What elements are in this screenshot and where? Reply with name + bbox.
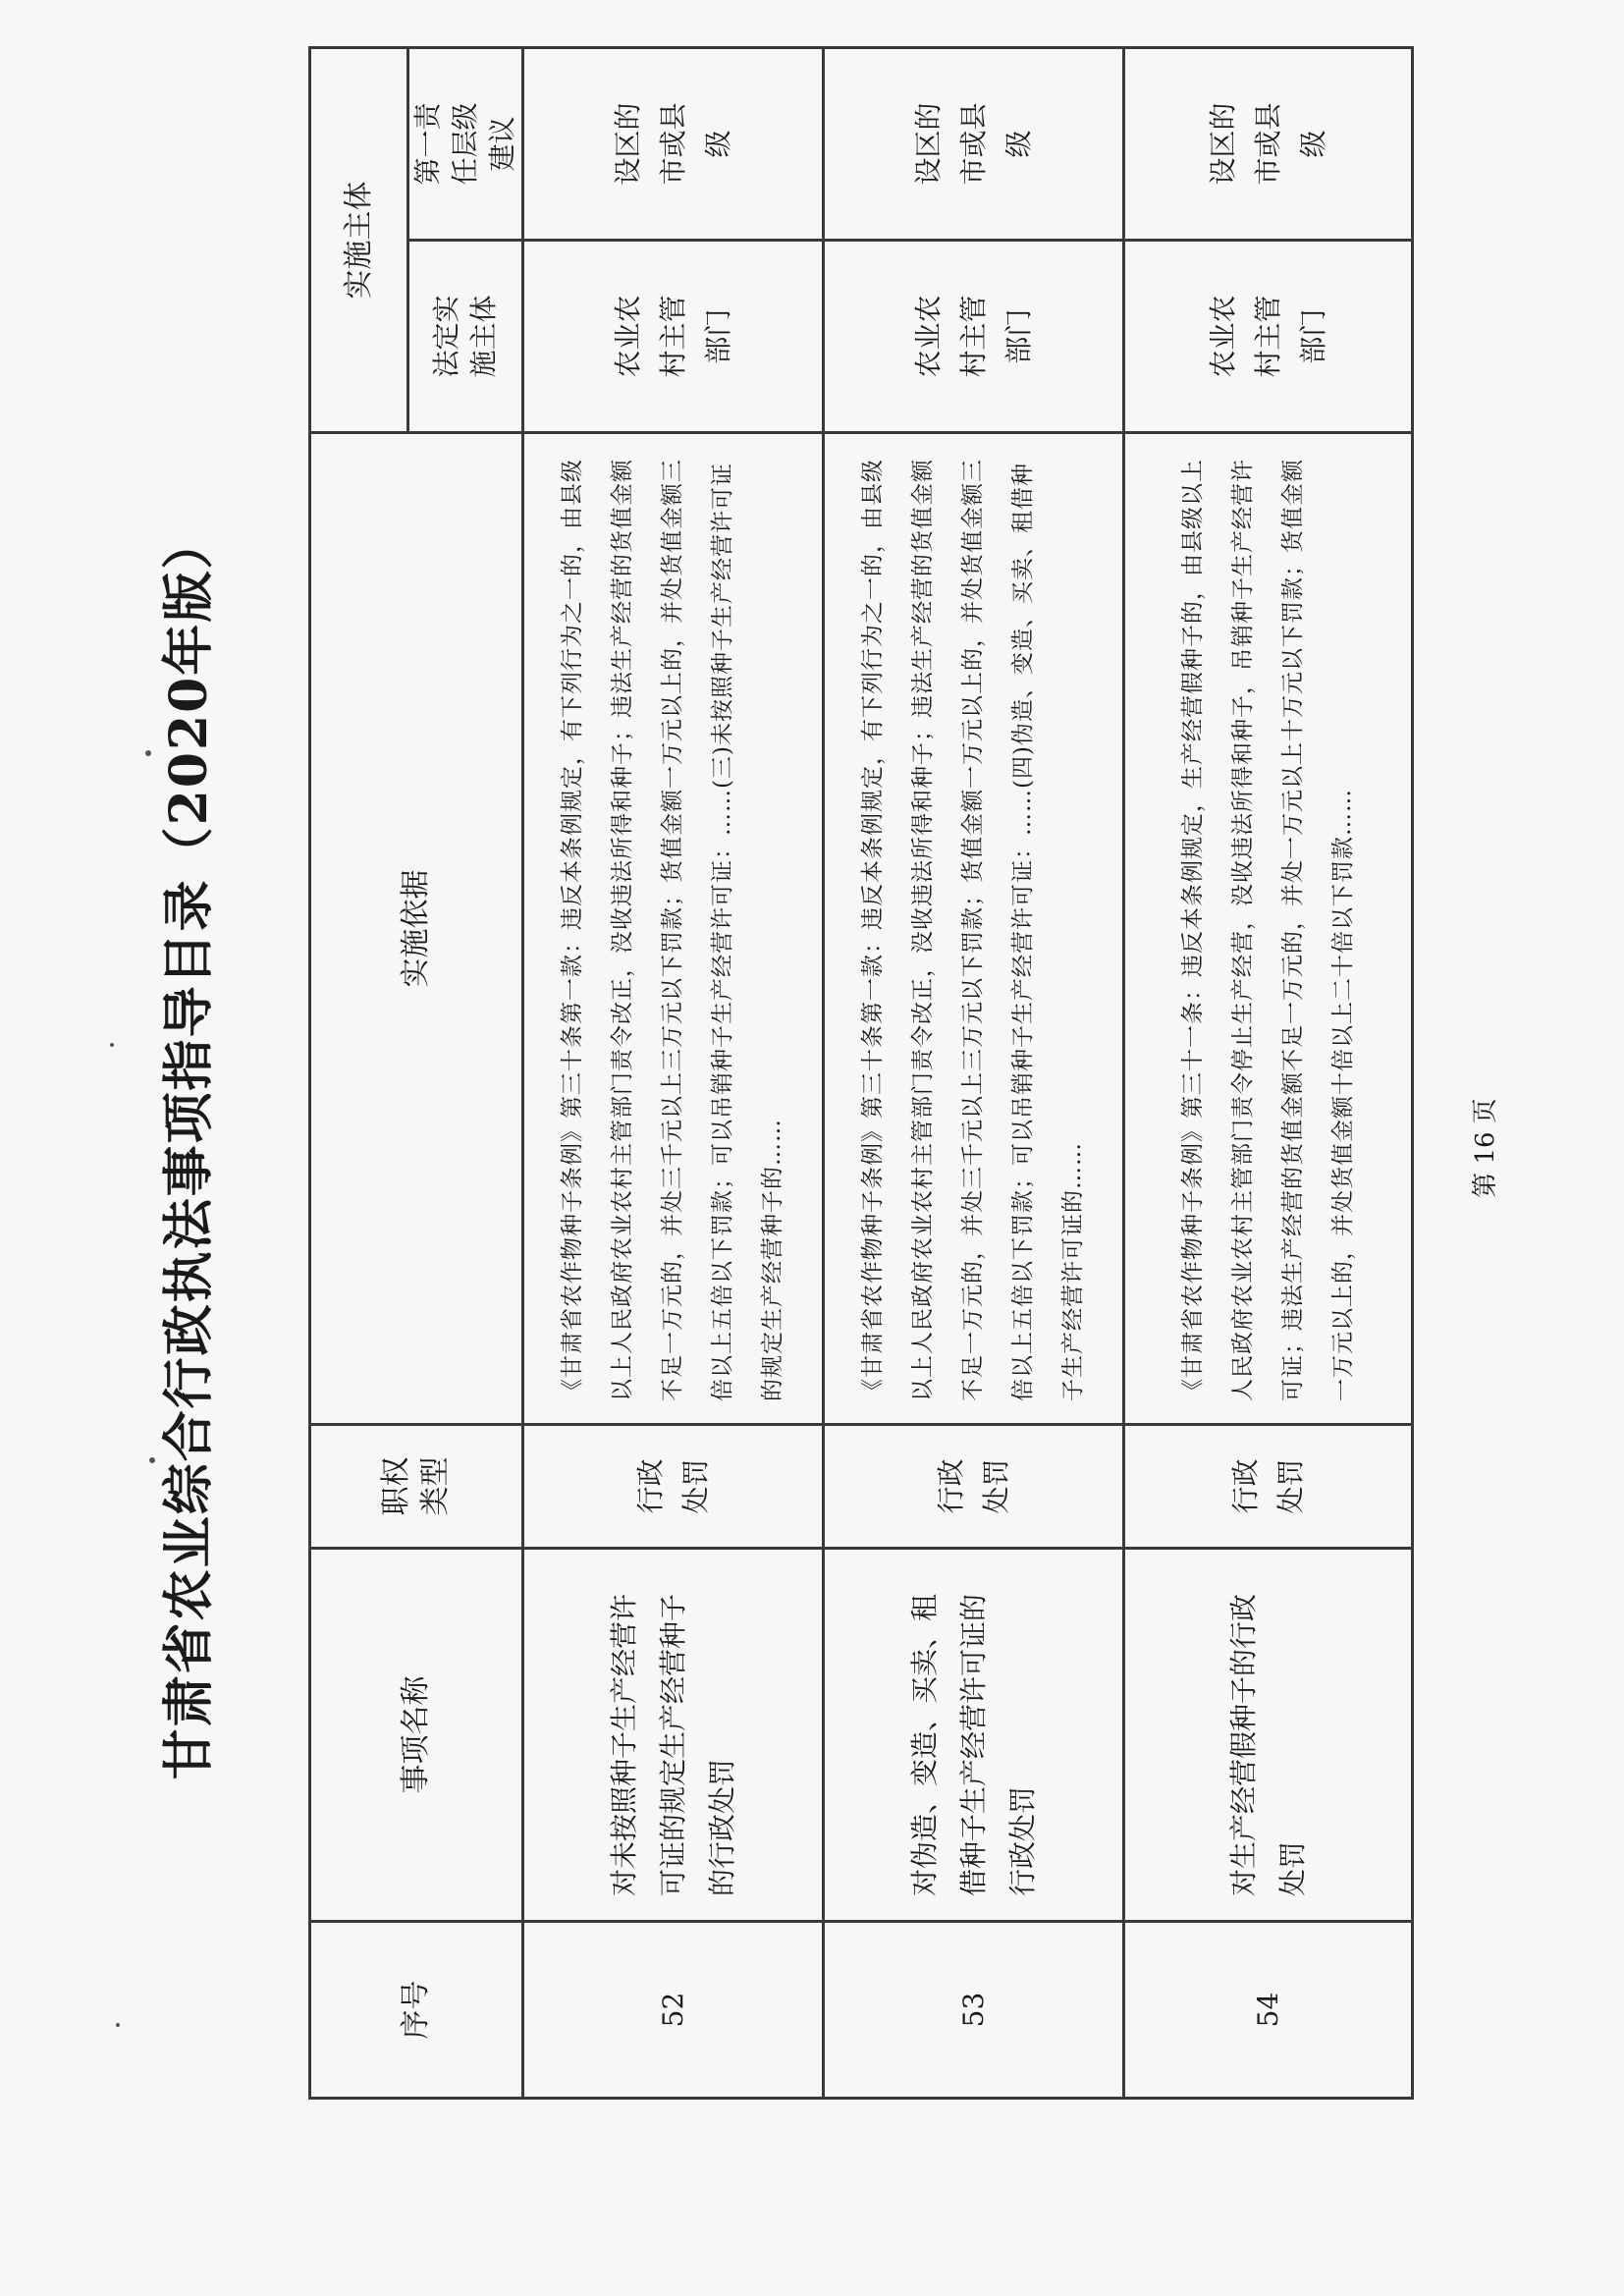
row-first-responsibility: [1124, 48, 1413, 241]
header-name: 事项名称: [310, 1549, 523, 1922]
page-number: 第 16 页: [1471, 1098, 1500, 1198]
header-type: [310, 1425, 523, 1549]
header-first-responsibility: [408, 48, 523, 241]
header-legal-subject-label: 法定实施主体: [430, 295, 500, 378]
scan-speck: [145, 750, 151, 756]
row-basis: 《甘肃省农作物种子条例》第三十条第一款：违反本条例规定，有下列行为之一的，由县级以上人民政府农业农村主管部门责令改正，没收违法所得和种子；违法生产经营的货值金额不足一万元的，并处三千元以上三万元以下罚款；货值金额一万元以上的，并处货值金额三倍以上五倍以下罚款；可以吊销种子生产经营许可证：……(三)未按照种子生产经营许可证的规定生产经营种子的……: [523, 433, 824, 1425]
row-name: 对未按照种子生产经营许可证的规定生产经营种子的行政处罚: [523, 1549, 824, 1922]
document-title: 甘肃省农业综合行政执法事项指导目录（2020年版）: [159, 516, 219, 1780]
row-seq: 52: [523, 1922, 824, 2099]
table-row: [824, 48, 1124, 2099]
row-legal-subject: [1124, 241, 1413, 433]
header-basis: 实施依据: [310, 433, 523, 1425]
header-first-responsibility-label: 第一责任层级建议: [411, 102, 518, 186]
enforcement-catalog-table: [308, 46, 1414, 2100]
header-legal-subject: [408, 241, 523, 433]
row-type-label: 行政处罚: [1228, 1458, 1307, 1514]
row-seq: 53: [824, 1922, 1124, 2099]
row-legal-subject: [523, 241, 824, 433]
row-legal-subject-label: 农业农村主管部门: [611, 295, 734, 378]
row-type: [1124, 1425, 1413, 1549]
row-basis: 《甘肃省农作物种子条例》第三十条第一款：违反本条例规定，有下列行为之一的，由县级以上人民政府农业农村主管部门责令改正，没收违法所得和种子；违法生产经营的货值金额不足一万元的，并处三千元以上三万元以下罚款；货值金额一万元以上的，并处货值金额三倍以上五倍以下罚款；可以吊销种子生产经营许可证：……(四)伪造、变造、买卖、租借种子生产经营许可证的……: [824, 433, 1124, 1425]
table-row: [523, 48, 824, 2099]
row-first-responsibility-label: 设区的市或县级: [611, 102, 734, 186]
row-legal-subject-label: 农业农村主管部门: [1206, 295, 1329, 378]
row-first-responsibility-label: 设区的市或县级: [911, 102, 1035, 186]
row-type: [824, 1425, 1124, 1549]
row-type: [523, 1425, 824, 1549]
row-first-responsibility-label: 设区的市或县级: [1206, 102, 1329, 186]
row-name: 对生产经营假种子的行政处罚: [1124, 1549, 1413, 1922]
scan-speck: [110, 1043, 114, 1047]
row-type-label: 行政处罚: [934, 1458, 1012, 1514]
header-seq: 序号: [310, 1922, 523, 2099]
table-row: [1124, 48, 1413, 2099]
row-seq: 54: [1124, 1922, 1413, 2099]
row-name: 对伪造、变造、买卖、租借种子生产经营许可证的行政处罚: [824, 1549, 1124, 1922]
scan-speck: [149, 1457, 155, 1463]
row-first-responsibility: [523, 48, 824, 241]
header-type-label: 职权类型: [379, 1456, 453, 1516]
header-subject: 实施主体: [310, 48, 408, 433]
table-header-row: [310, 48, 408, 2099]
row-basis: 《甘肃省农作物种子条例》第三十一条：违反本条例规定，生产经营假种子的，由县级以上人民政府农业农村主管部门责令停止生产经营，没收违法所得和种子，吊销种子生产经营许可证；违法生产经营的货值金额不足一万元的，并处一万元以上十万元以下罚款；货值金额一万元以上的，并处货值金额十倍以上二十倍以下罚款……: [1124, 433, 1413, 1425]
scan-speck: [116, 2023, 120, 2027]
row-first-responsibility: [824, 48, 1124, 241]
row-legal-subject-label: 农业农村主管部门: [911, 295, 1035, 378]
row-legal-subject: [824, 241, 1124, 433]
row-type-label: 行政处罚: [633, 1458, 712, 1514]
